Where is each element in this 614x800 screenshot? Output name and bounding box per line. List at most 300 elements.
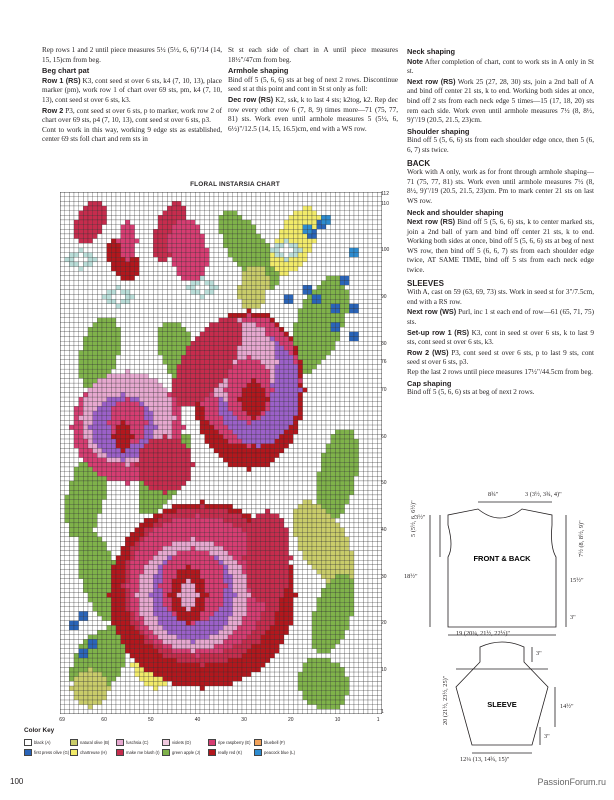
chart-cell xyxy=(326,411,331,416)
chart-cell xyxy=(60,476,65,481)
chart-cell xyxy=(345,416,350,421)
chart-cell xyxy=(331,295,336,300)
chart-cell xyxy=(303,295,308,300)
chart-cell xyxy=(153,420,158,425)
chart-cell xyxy=(279,318,284,323)
chart-cell xyxy=(270,248,275,253)
chart-cell xyxy=(317,290,322,295)
chart-cell xyxy=(186,211,191,216)
chart-cell xyxy=(219,248,224,253)
chart-cell xyxy=(158,290,163,295)
chart-cell xyxy=(354,518,359,523)
chart-cell xyxy=(181,416,186,421)
chart-cell xyxy=(177,323,182,328)
chart-cell xyxy=(149,220,154,225)
chart-cell xyxy=(93,476,98,481)
chart-cell xyxy=(373,285,378,290)
chart-cell xyxy=(265,444,270,449)
chart-cell xyxy=(237,504,242,509)
chart-cell xyxy=(256,229,261,234)
chart-cell xyxy=(265,458,270,463)
chart-cell xyxy=(65,490,70,495)
chart-cell xyxy=(69,295,74,300)
chart-cell xyxy=(237,411,242,416)
chart-cell xyxy=(233,420,238,425)
chart-cell xyxy=(181,225,186,230)
chart-cell xyxy=(163,509,168,514)
chart-cell xyxy=(261,448,266,453)
chart-cell xyxy=(209,206,214,211)
chart-cell xyxy=(289,220,294,225)
chart-cell xyxy=(368,383,373,388)
chart-cell xyxy=(377,448,382,453)
chart-cell xyxy=(79,295,84,300)
chart-cell xyxy=(335,490,340,495)
chart-cell xyxy=(195,448,200,453)
chart-cell xyxy=(111,406,116,411)
chart-cell xyxy=(111,318,116,323)
chart-cell xyxy=(303,285,308,290)
chart-cell xyxy=(237,374,242,379)
chart-cell xyxy=(149,355,154,360)
chart-cell xyxy=(237,257,242,262)
chart-cell xyxy=(167,374,172,379)
chart-cell xyxy=(186,425,191,430)
chart-cell xyxy=(237,197,242,202)
chart-cell xyxy=(74,444,79,449)
chart-cell xyxy=(88,276,93,281)
chart-cell xyxy=(335,430,340,435)
chart-cell xyxy=(312,500,317,505)
chart-cell xyxy=(88,313,93,318)
chart-cell xyxy=(228,467,233,472)
chart-cell xyxy=(144,304,149,309)
chart-cell xyxy=(284,350,289,355)
chart-cell xyxy=(167,434,172,439)
chart-cell xyxy=(312,458,317,463)
chart-cell xyxy=(345,518,350,523)
chart-cell xyxy=(251,392,256,397)
chart-cell xyxy=(233,486,238,491)
chart-cell xyxy=(256,309,261,314)
chart-cell xyxy=(265,500,270,505)
chart-cell xyxy=(163,346,168,351)
chart-cell xyxy=(125,434,130,439)
chart-cell xyxy=(223,416,228,421)
chart-cell xyxy=(163,434,168,439)
chart-cell xyxy=(111,299,116,304)
chart-cell xyxy=(251,514,256,519)
chart-cell xyxy=(368,201,373,206)
chart-cell xyxy=(186,402,191,407)
chart-cell xyxy=(65,360,70,365)
chart-cell xyxy=(373,462,378,467)
chart-cell xyxy=(153,467,158,472)
chart-cell xyxy=(172,402,177,407)
chart-cell xyxy=(317,411,322,416)
chart-cell xyxy=(326,476,331,481)
chart-cell xyxy=(111,490,116,495)
chart-cell xyxy=(93,336,98,341)
chart-cell xyxy=(340,211,345,216)
chart-cell xyxy=(181,495,186,500)
chart-cell xyxy=(158,262,163,267)
chart-cell xyxy=(139,406,144,411)
section-heading xyxy=(228,66,398,76)
chart-cell xyxy=(307,495,312,500)
chart-cell xyxy=(167,215,172,220)
chart-cell xyxy=(191,448,196,453)
chart-cell xyxy=(69,243,74,248)
chart-cell xyxy=(307,257,312,262)
chart-cell xyxy=(265,369,270,374)
chart-cell xyxy=(214,402,219,407)
chart-cell xyxy=(359,285,364,290)
chart-cell xyxy=(307,490,312,495)
chart-cell xyxy=(223,304,228,309)
chart-cell xyxy=(167,243,172,248)
chart-cell xyxy=(279,500,284,505)
chart-cell xyxy=(303,192,308,197)
chart-cell xyxy=(65,364,70,369)
chart-cell xyxy=(93,402,98,407)
chart-cell xyxy=(251,350,256,355)
chart-cell xyxy=(60,346,65,351)
chart-cell xyxy=(247,350,252,355)
chart-cell xyxy=(289,271,294,276)
chart-cell xyxy=(214,430,219,435)
chart-cell xyxy=(359,323,364,328)
chart-cell xyxy=(83,467,88,472)
chart-cell xyxy=(191,197,196,202)
chart-cell xyxy=(163,406,168,411)
chart-cell xyxy=(93,472,98,477)
chart-cell xyxy=(359,411,364,416)
chart-cell xyxy=(284,281,289,286)
chart-cell xyxy=(265,295,270,300)
chart-cell xyxy=(191,192,196,197)
chart-cell xyxy=(116,327,121,332)
chart-cell xyxy=(163,490,168,495)
chart-cell xyxy=(177,378,182,383)
chart-cell xyxy=(111,248,116,253)
chart-cell xyxy=(69,458,74,463)
chart-cell xyxy=(293,281,298,286)
chart-cell xyxy=(293,518,298,523)
chart-cell xyxy=(228,201,233,206)
chart-cell xyxy=(247,234,252,239)
chart-cell xyxy=(181,383,186,388)
chart-cell xyxy=(317,495,322,500)
chart-cell xyxy=(74,304,79,309)
chart-cell xyxy=(181,229,186,234)
chart-cell xyxy=(326,323,331,328)
chart-cell xyxy=(284,374,289,379)
chart-cell xyxy=(60,211,65,216)
chart-cell xyxy=(93,285,98,290)
chart-cell xyxy=(340,323,345,328)
chart-cell xyxy=(298,369,303,374)
chart-cell xyxy=(144,327,149,332)
chart-cell xyxy=(303,448,308,453)
chart-cell xyxy=(312,229,317,234)
chart-cell xyxy=(363,276,368,281)
chart-cell xyxy=(326,364,331,369)
chart-cell xyxy=(298,504,303,509)
chart-cell xyxy=(349,467,354,472)
chart-cell xyxy=(60,518,65,523)
chart-cell xyxy=(326,201,331,206)
chart-cell xyxy=(97,299,102,304)
chart-cell xyxy=(312,336,317,341)
chart-cell xyxy=(293,201,298,206)
chart-cell xyxy=(321,206,326,211)
chart-cell xyxy=(345,285,350,290)
chart-cell xyxy=(303,500,308,505)
chart-cell xyxy=(373,360,378,365)
chart-cell xyxy=(144,425,149,430)
chart-cell xyxy=(158,504,163,509)
chart-cell xyxy=(186,383,191,388)
chart-cell xyxy=(214,285,219,290)
chart-cell xyxy=(261,225,266,230)
chart-cell xyxy=(293,313,298,318)
chart-cell xyxy=(368,276,373,281)
chart-cell xyxy=(331,243,336,248)
chart-cell xyxy=(149,523,154,528)
chart-cell xyxy=(214,397,219,402)
chart-cell xyxy=(256,332,261,337)
chart-cell xyxy=(153,234,158,239)
chart-cell xyxy=(223,323,228,328)
chart-cell xyxy=(158,206,163,211)
chart-cell xyxy=(93,481,98,486)
chart-cell xyxy=(279,514,284,519)
chart-cell xyxy=(135,206,140,211)
chart-cell xyxy=(214,257,219,262)
chart-cell xyxy=(373,201,378,206)
chart-cell xyxy=(321,509,326,514)
chart-cell xyxy=(237,295,242,300)
chart-cell xyxy=(303,336,308,341)
chart-cell xyxy=(195,383,200,388)
chart-cell xyxy=(102,281,107,286)
chart-cell xyxy=(321,341,326,346)
chart-cell xyxy=(74,458,79,463)
chart-cell xyxy=(125,271,130,276)
chart-cell xyxy=(88,350,93,355)
chart-cell xyxy=(293,392,298,397)
chart-cell xyxy=(275,253,280,258)
chart-cell xyxy=(144,490,149,495)
chart-cell xyxy=(331,392,336,397)
chart-cell xyxy=(65,239,70,244)
chart-cell xyxy=(97,276,102,281)
chart-cell xyxy=(130,257,135,262)
paragraph xyxy=(407,168,594,206)
chart-cell xyxy=(223,434,228,439)
chart-cell xyxy=(121,504,126,509)
chart-cell xyxy=(219,392,224,397)
chart-cell xyxy=(195,378,200,383)
chart-cell xyxy=(121,523,126,528)
chart-cell xyxy=(377,420,382,425)
chart-cell xyxy=(125,500,130,505)
chart-cell xyxy=(83,355,88,360)
chart-cell xyxy=(345,215,350,220)
chart-cell xyxy=(135,448,140,453)
chart-cell xyxy=(377,374,382,379)
chart-cell xyxy=(139,411,144,416)
chart-cell xyxy=(256,360,261,365)
chart-cell xyxy=(335,444,340,449)
chart-cell xyxy=(298,197,303,202)
chart-cell xyxy=(125,281,130,286)
chart-cell xyxy=(130,225,135,230)
chart-cell xyxy=(149,416,154,421)
chart-cell xyxy=(195,425,200,430)
chart-cell xyxy=(317,402,322,407)
chart-cell xyxy=(79,416,84,421)
chart-cell xyxy=(317,388,322,393)
chart-cell xyxy=(247,299,252,304)
chart-cell xyxy=(247,360,252,365)
chart-cell xyxy=(158,225,163,230)
chart-cell xyxy=(298,430,303,435)
chart-cell xyxy=(237,509,242,514)
chart-cell xyxy=(317,276,322,281)
chart-cell xyxy=(293,462,298,467)
chart-cell xyxy=(261,495,266,500)
chart-cell xyxy=(242,388,247,393)
chart-cell xyxy=(102,248,107,253)
chart-cell xyxy=(88,369,93,374)
chart-cell xyxy=(144,472,149,477)
chart-cell xyxy=(223,490,228,495)
chart-cell xyxy=(368,192,373,197)
chart-cell xyxy=(265,430,270,435)
chart-cell xyxy=(177,458,182,463)
chart-cell xyxy=(298,318,303,323)
chart-cell xyxy=(340,462,345,467)
chart-cell xyxy=(359,467,364,472)
chart-cell xyxy=(284,397,289,402)
chart-cell xyxy=(88,514,93,519)
chart-cell xyxy=(312,472,317,477)
chart-cell xyxy=(79,481,84,486)
chart-cell xyxy=(242,239,247,244)
chart-cell xyxy=(354,281,359,286)
chart-cell xyxy=(298,201,303,206)
chart-cell xyxy=(307,518,312,523)
chart-cell xyxy=(335,267,340,272)
chart-cell xyxy=(135,420,140,425)
chart-cell xyxy=(326,295,331,300)
chart-cell xyxy=(363,458,368,463)
chart-cell xyxy=(237,211,242,216)
chart-cell xyxy=(111,411,116,416)
chart-cell xyxy=(293,355,298,360)
paragraph-text: Purl, inc 1 st each end of row—61 (65, 71, 75) sts. xyxy=(407,308,594,327)
chart-cell xyxy=(331,500,336,505)
chart-cell xyxy=(191,430,196,435)
chart-cell xyxy=(317,453,322,458)
chart-cell xyxy=(223,211,228,216)
chart-cell xyxy=(172,281,177,286)
chart-cell xyxy=(354,201,359,206)
chart-cell xyxy=(163,467,168,472)
chart-cell xyxy=(242,444,247,449)
chart-cell xyxy=(237,472,242,477)
chart-cell xyxy=(181,378,186,383)
chart-cell xyxy=(354,500,359,505)
chart-cell xyxy=(74,281,79,286)
chart-cell xyxy=(312,486,317,491)
chart-cell xyxy=(228,215,233,220)
chart-cell xyxy=(135,490,140,495)
chart-cell xyxy=(177,248,182,253)
paragraph-text: With A, cast on 59 (63, 69, 73) sts. Work in seed st for 3"/7.5cm, end with a RS row. xyxy=(407,288,594,306)
chart-cell xyxy=(261,220,266,225)
chart-cell xyxy=(270,220,275,225)
chart-cell xyxy=(125,383,130,388)
chart-cell xyxy=(275,406,280,411)
chart-cell xyxy=(60,462,65,467)
chart-cell xyxy=(326,360,331,365)
chart-cell xyxy=(368,500,373,505)
chart-cell xyxy=(363,215,368,220)
chart-cell xyxy=(335,290,340,295)
chart-cell xyxy=(279,295,284,300)
chart-cell xyxy=(223,262,228,267)
chart-cell xyxy=(214,239,219,244)
chart-cell xyxy=(205,295,210,300)
chart-cell xyxy=(335,323,340,328)
chart-cell xyxy=(200,206,205,211)
chart-cell xyxy=(326,257,331,262)
chart-cell xyxy=(130,267,135,272)
chart-cell xyxy=(289,225,294,230)
chart-cell xyxy=(223,500,228,505)
chart-cell xyxy=(83,462,88,467)
chart-cell xyxy=(237,453,242,458)
chart-cell xyxy=(149,313,154,318)
chart-cell xyxy=(233,341,238,346)
chart-cell xyxy=(125,378,130,383)
chart-cell xyxy=(181,346,186,351)
chart-cell xyxy=(303,462,308,467)
chart-cell xyxy=(233,472,238,477)
chart-cell xyxy=(195,304,200,309)
chart-cell xyxy=(214,392,219,397)
chart-cell xyxy=(293,341,298,346)
chart-cell xyxy=(219,420,224,425)
chart-cell xyxy=(93,388,98,393)
chart-cell xyxy=(377,458,382,463)
chart-cell xyxy=(172,257,177,262)
chart-cell xyxy=(289,514,294,519)
section-heading xyxy=(42,66,222,76)
chart-cell xyxy=(251,239,256,244)
chart-cell xyxy=(298,229,303,234)
chart-cell xyxy=(377,332,382,337)
chart-cell xyxy=(298,472,303,477)
chart-cell xyxy=(279,504,284,509)
chart-cell xyxy=(326,509,331,514)
chart-cell xyxy=(214,220,219,225)
chart-cell xyxy=(340,239,345,244)
chart-cell xyxy=(158,444,163,449)
